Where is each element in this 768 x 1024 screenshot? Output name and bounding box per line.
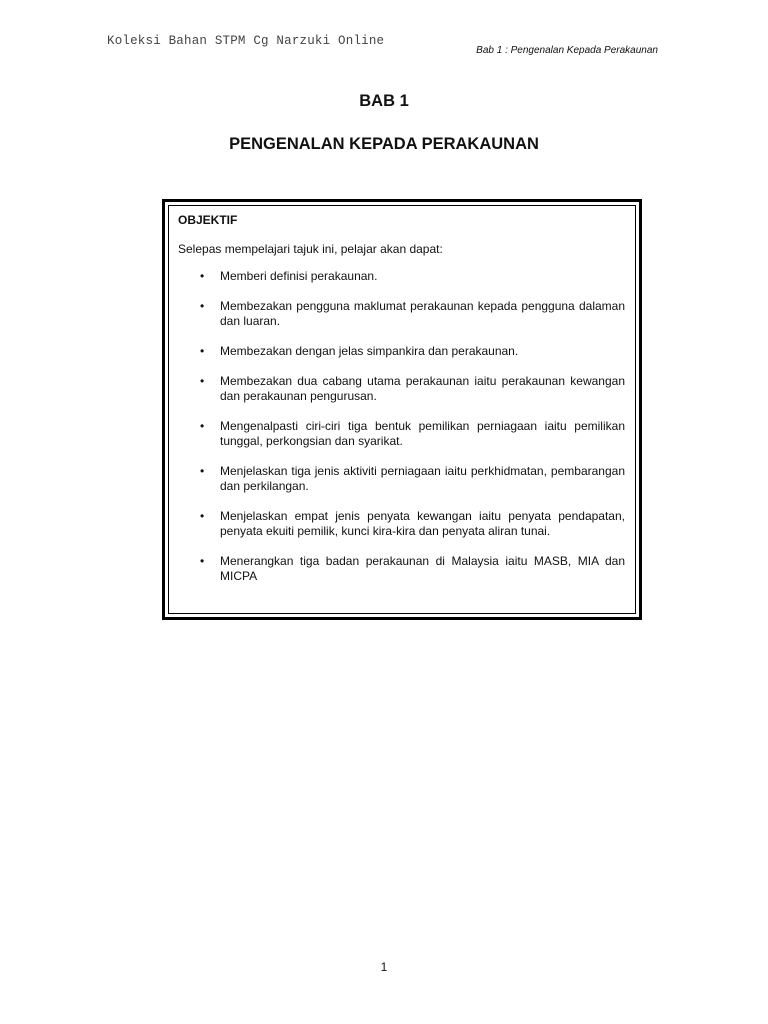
objective-item: [178, 464, 625, 494]
objective-box-inner: [168, 205, 636, 614]
bullet-icon: •: [200, 464, 205, 478]
objective-item-text: Membezakan pengguna maklumat perakaunan kepada pengguna dalaman dan luaran.: [220, 299, 625, 328]
bullet-icon: •: [200, 374, 205, 388]
objective-item-text: Membezakan dengan jelas simpankira dan perakaunan.: [220, 344, 519, 358]
objective-item: [178, 554, 625, 584]
objective-item: [178, 509, 625, 539]
objective-item: [178, 374, 625, 404]
objective-item: [178, 344, 625, 359]
bullet-icon: •: [200, 344, 205, 358]
bullet-icon: •: [200, 269, 205, 283]
objective-item-text: Membezakan dua cabang utama perakaunan iaitu perakaunan kewangan dan perakaunan pengurusan.: [220, 374, 625, 403]
running-header-right: Bab 1 : Pengenalan Kepada Perakaunan: [476, 45, 658, 56]
running-header-left: Koleksi Bahan STPM Cg Narzuki Online: [107, 34, 385, 48]
objective-item: [178, 269, 625, 284]
objective-item: [178, 419, 625, 449]
objective-intro: Selepas mempelajari tajuk ini, pelajar akan dapat:: [178, 242, 443, 256]
objective-heading: OBJEKTIF: [178, 213, 238, 227]
bullet-icon: •: [200, 509, 205, 523]
objective-list: [178, 269, 625, 584]
bullet-icon: •: [200, 299, 205, 313]
chapter-number: BAB 1: [359, 92, 409, 110]
objective-item-text: Memberi definisi perakaunan.: [220, 269, 378, 283]
objective-item-text: Mengenalpasti ciri-ciri tiga bentuk pemilikan perniagaan iaitu pemilikan tunggal, perkongsian dan syarikat.: [220, 419, 625, 448]
objective-box: [162, 199, 642, 620]
objective-item-text: Menerangkan tiga badan perakaunan di Malaysia iaitu MASB, MIA dan MICPA: [220, 554, 625, 583]
page-number: 1: [380, 960, 388, 974]
bullet-icon: •: [200, 554, 205, 568]
objective-item-text: Menjelaskan empat jenis penyata kewangan iaitu penyata pendapatan, penyata ekuiti pemilik, kunci kira-kira dan penyata aliran tunai.: [220, 509, 625, 538]
objective-item: [178, 299, 625, 329]
chapter-title: PENGENALAN KEPADA PERAKAUNAN: [229, 135, 539, 153]
objective-item-text: Menjelaskan tiga jenis aktiviti perniagaan iaitu perkhidmatan, pembarangan dan perkilangan.: [220, 464, 625, 493]
bullet-icon: •: [200, 419, 205, 433]
